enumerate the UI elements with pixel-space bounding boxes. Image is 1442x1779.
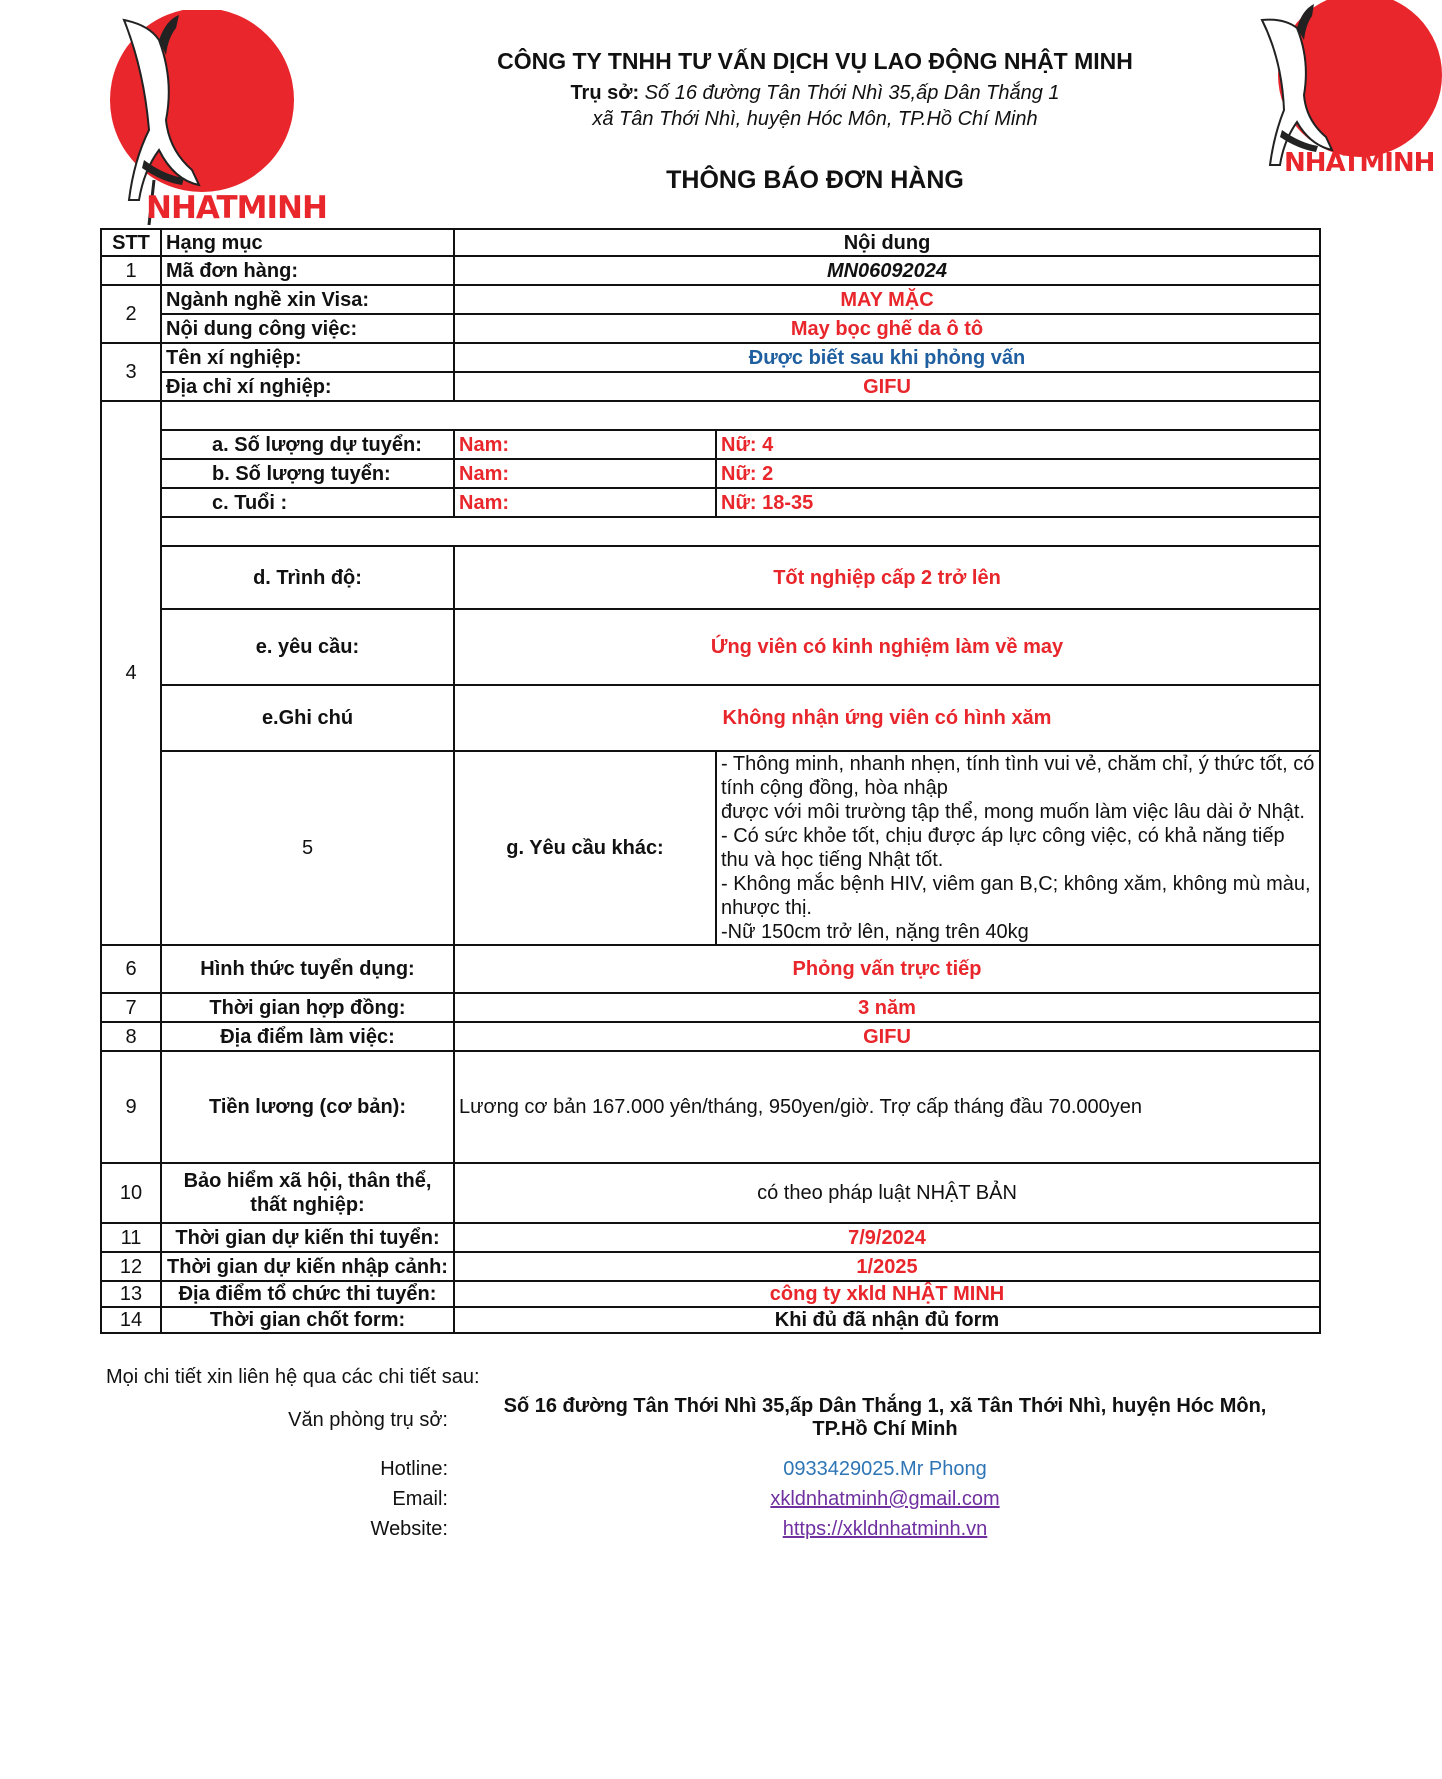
office-address bbox=[470, 1395, 1300, 1441]
table-row bbox=[101, 1307, 1320, 1333]
job-content-value: May bọc ghế da ô tô bbox=[454, 314, 1320, 343]
table-row bbox=[101, 546, 1320, 609]
education-label: d. Trình độ: bbox=[161, 546, 454, 609]
row-stt: 3 bbox=[101, 343, 161, 401]
table-row bbox=[101, 1223, 1320, 1252]
company-address-value: GIFU bbox=[454, 372, 1320, 401]
insurance-label-line1: Bảo hiểm xã hội, thân thể, bbox=[183, 1170, 432, 1192]
work-location-value: GIFU bbox=[454, 1022, 1320, 1051]
row-stt: 12 bbox=[101, 1252, 161, 1281]
table-row bbox=[101, 609, 1320, 685]
table-row bbox=[101, 459, 1320, 488]
company-name-label: Tên xí nghiệp: bbox=[161, 343, 454, 372]
spacer-cell bbox=[161, 517, 1320, 546]
office-address-line1: Số 16 đường Tân Thới Nhì 35,ấp Dân Thắng 1, xã Tân Thới Nhì, huyện Hóc Môn, bbox=[503, 1395, 1267, 1417]
address-label: Trụ sở: bbox=[570, 82, 640, 104]
company-name: CÔNG TY TNHH TƯ VẤN DỊCH VỤ LAO ĐỘNG NHẬT MINH bbox=[497, 48, 1133, 74]
hire-count-label: b. Số lượng tuyển: bbox=[161, 459, 454, 488]
order-table bbox=[100, 228, 1321, 1334]
visa-job-value: MAY MẶC bbox=[454, 285, 1320, 314]
insurance-label bbox=[161, 1163, 454, 1223]
office-label: Văn phòng trụ sở: bbox=[288, 1409, 448, 1431]
hotline-label: Hotline: bbox=[380, 1458, 448, 1480]
recruitment-form-label: Hình thức tuyển dụng: bbox=[161, 945, 454, 993]
header-content: Nội dung bbox=[454, 229, 1320, 256]
exam-date-value: 7/9/2024 bbox=[454, 1223, 1320, 1252]
website-link[interactable]: https://xkldnhatminh.vn bbox=[782, 1518, 988, 1540]
row-stt: 14 bbox=[101, 1307, 161, 1333]
table-header-row bbox=[101, 229, 1320, 256]
table-row bbox=[101, 285, 1320, 314]
table-row bbox=[101, 751, 1320, 945]
order-code-label: Mã đơn hàng: bbox=[161, 256, 454, 285]
table-row bbox=[101, 401, 1320, 430]
table-row bbox=[101, 517, 1320, 546]
visa-job-label: Ngành nghề xin Visa: bbox=[161, 285, 454, 314]
age-label: c. Tuổi : bbox=[161, 488, 454, 517]
contract-term-label: Thời gian hợp đồng: bbox=[161, 993, 454, 1022]
exam-location-label: Địa điểm tổ chức thi tuyển: bbox=[161, 1281, 454, 1307]
recruitment-form-value: Phỏng vấn trực tiếp bbox=[454, 945, 1320, 993]
company-logo-left bbox=[104, 10, 327, 226]
entry-date-label: Thời gian dự kiến nhập cảnh: bbox=[161, 1252, 454, 1281]
row-stt: 13 bbox=[101, 1281, 161, 1307]
email-link[interactable]: xkldnhatminh@gmail.com bbox=[770, 1488, 1000, 1510]
candidate-count-female: Nữ: 4 bbox=[716, 430, 1320, 459]
exam-location-value: công ty xkld NHẬT MINH bbox=[454, 1281, 1320, 1307]
spacer-cell bbox=[161, 401, 1320, 430]
note-value: Không nhận ứng viên có hình xăm bbox=[454, 685, 1320, 751]
row-stt: 5 bbox=[161, 751, 454, 945]
contract-term-value: 3 năm bbox=[454, 993, 1320, 1022]
email-label: Email: bbox=[392, 1488, 448, 1510]
table-row bbox=[101, 256, 1320, 285]
table-row bbox=[101, 314, 1320, 343]
note-label: e.Ghi chú bbox=[161, 685, 454, 751]
requirement-label: e. yêu cầu: bbox=[161, 609, 454, 685]
form-deadline-label: Thời gian chốt form: bbox=[161, 1307, 454, 1333]
table-row bbox=[101, 993, 1320, 1022]
insurance-value: có theo pháp luật NHẬT BẢN bbox=[454, 1163, 1320, 1223]
requirement-line: - Thông minh, nhanh nhẹn, tính tình vui vẻ, chăm chỉ, ý thức tốt, có tính cộng đồng, hòa nhập bbox=[721, 753, 1315, 799]
row-stt: 2 bbox=[101, 285, 161, 343]
table-row bbox=[101, 372, 1320, 401]
website-label: Website: bbox=[370, 1518, 448, 1540]
contact-intro: Mọi chi tiết xin liên hệ qua các chi tiết sau: bbox=[106, 1366, 480, 1388]
age-female: Nữ: 18-35 bbox=[716, 488, 1320, 517]
hire-count-male: Nam: bbox=[454, 459, 716, 488]
header-item: Hạng mục bbox=[161, 229, 454, 256]
requirement-line: -Nữ 150cm trở lên, nặng trên 40kg bbox=[721, 921, 1029, 943]
table-row bbox=[101, 1281, 1320, 1307]
requirement-line: - Có sức khỏe tốt, chịu được áp lực công việc, có khả năng tiếp thu và học tiếng Nhật tốt. bbox=[721, 825, 1285, 871]
company-address-line2: xã Tân Thới Nhì, huyện Hóc Môn, TP.Hồ Chí Minh bbox=[592, 108, 1038, 130]
company-address-line1 bbox=[320, 82, 1310, 105]
hire-count-female: Nữ: 2 bbox=[716, 459, 1320, 488]
hotline-value[interactable]: 0933429025.Mr Phong bbox=[783, 1458, 987, 1480]
entry-date-value: 1/2025 bbox=[454, 1252, 1320, 1281]
requirement-line: được với môi trường tập thể, mong muốn làm việc lâu dài ở Nhật. bbox=[721, 801, 1305, 823]
office-address-line2: TP.Hồ Chí Minh bbox=[812, 1418, 958, 1440]
work-location-label: Địa điểm làm việc: bbox=[161, 1022, 454, 1051]
row-stt: 8 bbox=[101, 1022, 161, 1051]
form-deadline-value: Khi đủ đã nhận đủ form bbox=[454, 1307, 1320, 1333]
salary-label: Tiền lương (cơ bản): bbox=[161, 1051, 454, 1163]
candidate-count-label: a. Số lượng dự tuyển: bbox=[161, 430, 454, 459]
exam-date-label: Thời gian dự kiến thi tuyển: bbox=[161, 1223, 454, 1252]
requirement-value: Ứng viên có kinh nghiệm làm về may bbox=[454, 609, 1320, 685]
row-stt: 10 bbox=[101, 1163, 161, 1223]
table-row bbox=[101, 1022, 1320, 1051]
table-row bbox=[101, 430, 1320, 459]
row-stt: 9 bbox=[101, 1051, 161, 1163]
row-stt: 7 bbox=[101, 993, 161, 1022]
candidate-count-male: Nam: bbox=[454, 430, 716, 459]
address-text: Số 16 đường Tân Thới Nhì 35,ấp Dân Thắng 1 bbox=[644, 82, 1060, 104]
table-row bbox=[101, 1051, 1320, 1163]
order-code-value: MN06092024 bbox=[454, 256, 1320, 285]
logo-wordmark: NHATMINH bbox=[1284, 148, 1435, 178]
insurance-label-line2: thất nghiệp: bbox=[250, 1194, 365, 1216]
requirement-line: - Không mắc bệnh HIV, viêm gan B,C; không xăm, không mù màu, nhược thị. bbox=[721, 873, 1311, 919]
row-stt: 11 bbox=[101, 1223, 161, 1252]
table-row bbox=[101, 685, 1320, 751]
logo-wordmark: NHATMINH bbox=[146, 190, 327, 226]
job-content-label: Nội dung công việc: bbox=[161, 314, 454, 343]
table-row bbox=[101, 488, 1320, 517]
row-stt: 1 bbox=[101, 256, 161, 285]
row-stt: 4 bbox=[101, 401, 161, 945]
table-row bbox=[101, 1163, 1320, 1223]
salary-value: Lương cơ bản 167.000 yên/tháng, 950yen/giờ. Trợ cấp tháng đầu 70.000yen bbox=[454, 1051, 1320, 1163]
row-stt: 6 bbox=[101, 945, 161, 993]
header-stt: STT bbox=[101, 229, 161, 256]
table-row bbox=[101, 1252, 1320, 1281]
table-row bbox=[101, 945, 1320, 993]
company-address-label: Địa chỉ xí nghiệp: bbox=[161, 372, 454, 401]
age-male: Nam: bbox=[454, 488, 716, 517]
table-row bbox=[101, 343, 1320, 372]
company-name-value: Được biết sau khi phỏng vấn bbox=[454, 343, 1320, 372]
page-title: THÔNG BÁO ĐƠN HÀNG bbox=[666, 166, 964, 194]
other-requirements-label: g. Yêu cầu khác: bbox=[454, 751, 716, 945]
other-requirements-list bbox=[716, 751, 1320, 945]
education-value: Tốt nghiệp cấp 2 trở lên bbox=[454, 546, 1320, 609]
